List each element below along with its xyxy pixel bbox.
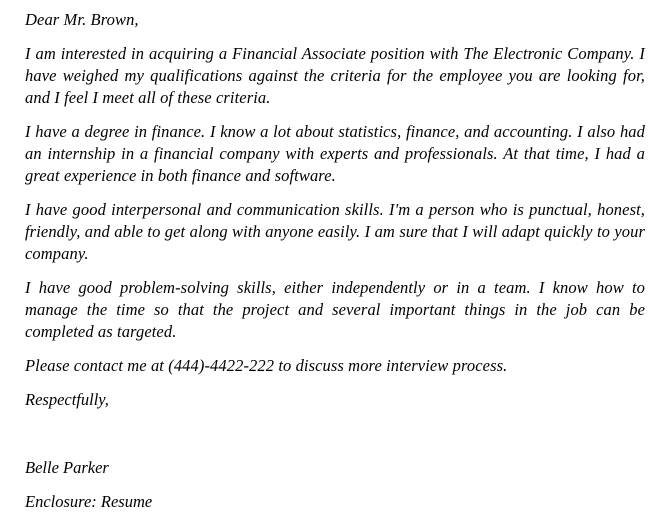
- letter-paragraph-problem-solving: I have good problem-solving skills, either independently or in a team. I know how to manage the time so that the project and several important things in the job can be completed as targeted.: [25, 278, 645, 341]
- letter-enclosure: Enclosure: Resume: [25, 492, 153, 511]
- letter-paragraph-qualifications: I have a degree in finance. I know a lot about statistics, finance, and accounting. I also had an internship in a financial company with experts and professionals. At that time, I had a great experience in both finance and software.: [25, 122, 645, 185]
- letter-closing: Respectfully,: [25, 390, 109, 409]
- letter-signature-name: Belle Parker: [25, 458, 109, 477]
- letter-contact-line: Please contact me at (444)-4422-222 to discuss more interview process.: [25, 356, 508, 375]
- letter-salutation: Dear Mr. Brown,: [25, 10, 139, 29]
- letter-paragraph-skills: I have good interpersonal and communication skills. I'm a person who is punctual, honest, friendly, and able to get along with anyone easily. I am sure that I will adapt quickly to your company.: [25, 200, 645, 263]
- letter-paragraph-intro: I am interested in acquiring a Financial Associate position with The Electronic Company. I have weighed my qualifications against the criteria for the employee you are looking for, and I feel I meet all of these criteria.: [25, 44, 645, 107]
